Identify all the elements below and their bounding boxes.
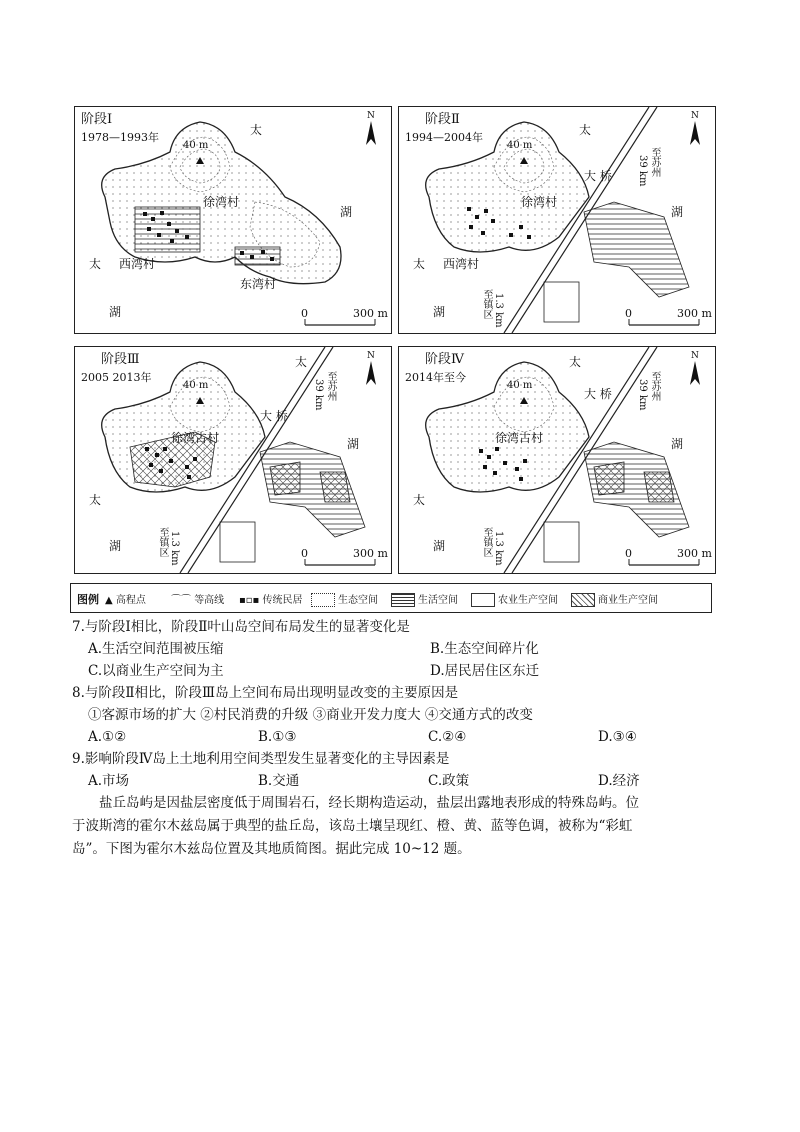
contour-icon: ⌒⌒: [171, 595, 191, 606]
crosshatch-swatch-icon: [571, 593, 595, 607]
direction-label: 至苏州: [649, 371, 660, 401]
direction-label: 至镇区: [481, 289, 492, 319]
legend-item-contour: ⌒⌒ 等高线: [171, 595, 225, 606]
north-label: N: [367, 351, 375, 361]
direction-label: 至苏州: [325, 371, 336, 401]
scale-distance: 300 m: [353, 547, 388, 560]
lake-label: 湖: [340, 205, 353, 219]
village-label: 西湾村: [443, 257, 480, 271]
elevation-label: 40 m: [507, 140, 533, 151]
lake-label: 湖: [347, 437, 360, 451]
legend-item-elevation: ▲ 高程点: [105, 595, 146, 606]
bridge-label: 大 桥: [584, 387, 612, 401]
lake-label: 太: [89, 257, 102, 271]
triangle-icon: ▲: [105, 595, 113, 606]
bridge-label: 大 桥: [260, 409, 288, 423]
year-range: 1994—2004年: [405, 131, 483, 144]
stage-label: 阶段Ⅳ: [425, 352, 464, 367]
question-8: 8.与阶段Ⅱ相比，阶段Ⅲ岛上空间布局出现明显改变的主要原因是: [72, 685, 459, 701]
distance-label: 1.3 km: [169, 531, 180, 566]
lake-label: 太: [89, 493, 102, 507]
commercial-space: [320, 472, 350, 502]
question-7: 7.与阶段Ⅰ相比，阶段Ⅱ叶山岛空间布局发生的显著变化是: [72, 619, 410, 635]
scale-zero: 0: [625, 307, 632, 320]
legend-item-agriculture: 农业生产空间: [471, 591, 558, 607]
lake-label: 湖: [671, 205, 684, 219]
north-label: N: [367, 111, 375, 121]
map-panel-stage-2: [398, 106, 716, 334]
agricultural-space: [220, 522, 255, 562]
north-arrow: [366, 121, 376, 145]
scale-distance: 300 m: [677, 307, 712, 320]
lake-label: 太: [579, 123, 592, 137]
lake-label: 太: [413, 493, 426, 507]
commercial-space: [644, 472, 674, 502]
dotted-swatch-icon: [311, 593, 335, 607]
lake-label: 湖: [109, 305, 122, 319]
legend-item-living: 生活空间: [391, 591, 458, 607]
map-panel-stage-1: [74, 106, 392, 334]
scale-distance: 300 m: [677, 547, 712, 560]
village-label: 徐湾古村: [495, 431, 544, 445]
commercial-space: [594, 462, 624, 495]
option-d[interactable]: D.居民居住区东迁: [430, 663, 540, 679]
north-arrow: [690, 121, 700, 145]
village-label: 徐湾古村: [171, 431, 220, 445]
direction-label: 至苏州: [649, 147, 660, 177]
legend-item-commercial: 商业生产空间: [571, 591, 658, 607]
distance-label: 39 km: [637, 379, 648, 411]
lake-label: 湖: [433, 539, 446, 553]
lake-label: 太: [250, 123, 263, 137]
option-c[interactable]: C.②④: [428, 729, 467, 745]
stage-label: 阶段Ⅲ: [101, 352, 140, 367]
option-a[interactable]: A.①②: [88, 729, 127, 745]
scale-zero: 0: [301, 307, 308, 320]
distance-label: 1.3 km: [493, 293, 504, 328]
year-range: 2005 2013年: [81, 371, 152, 384]
elevation-label: 40 m: [507, 380, 533, 391]
bridge-label: 大 桥: [584, 169, 612, 183]
legend-title: 图例: [77, 593, 99, 606]
legend-item-houses: ▪▫▪ 传统民居: [239, 595, 303, 606]
scale-distance: 300 m: [353, 307, 388, 320]
stage-label: 阶段Ⅰ: [81, 112, 113, 127]
passage-line: 岛”。下图为霍尔木兹岛位置及其地质简图。据此完成 10~12 题。: [72, 841, 471, 857]
houses-icon: ▪▫▪: [239, 595, 260, 606]
lake-label: 湖: [109, 539, 122, 553]
lake-label: 太: [295, 355, 308, 369]
village-label: 徐湾村: [203, 195, 240, 209]
map-panel-stage-3: [74, 346, 392, 574]
elevation-label: 40 m: [183, 140, 209, 151]
blank-swatch-icon: [471, 593, 495, 607]
option-a[interactable]: A.市场: [88, 773, 130, 789]
agricultural-space: [544, 282, 579, 322]
stage-label: 阶段Ⅱ: [425, 112, 460, 127]
passage: [72, 792, 712, 861]
scale-zero: 0: [625, 547, 632, 560]
map-panel-stage-4: [398, 346, 716, 574]
distance-label: 39 km: [313, 379, 324, 411]
map-legend: [70, 583, 712, 613]
option-d[interactable]: D.③④: [598, 729, 637, 745]
question-8-choices: ①客源市场的扩大 ②村民消费的升级 ③商业开发力度大 ④交通方式的改变: [88, 707, 533, 723]
living-space: [235, 247, 280, 265]
north-label: N: [691, 351, 699, 361]
option-b[interactable]: B.生态空间碎片化: [430, 641, 539, 657]
option-c[interactable]: C.以商业生产空间为主: [88, 663, 224, 679]
distance-label: 39 km: [637, 155, 648, 187]
scale-zero: 0: [301, 547, 308, 560]
lake-label: 太: [569, 355, 582, 369]
option-b[interactable]: B.交通: [258, 773, 300, 789]
distance-label: 1.3 km: [493, 531, 504, 566]
direction-label: 至镇区: [481, 527, 492, 557]
passage-line: 于波斯湾的霍尔木兹岛属于典型的盐丘岛，该岛土壤呈现红、橙、黄、蓝等色调，被称为“彩虹: [72, 818, 633, 834]
village-label: 徐湾村: [521, 195, 558, 209]
agricultural-space: [544, 522, 579, 562]
north-arrow: [366, 361, 376, 385]
elevation-label: 40 m: [183, 380, 209, 391]
year-range: 1978—1993年: [81, 131, 159, 144]
direction-label: 至镇区: [157, 527, 168, 557]
lake-label: 太: [413, 257, 426, 271]
legend-item-ecology: 生态空间: [311, 591, 378, 607]
option-b[interactable]: B.①③: [258, 729, 297, 745]
option-c[interactable]: C.政策: [428, 773, 470, 789]
village-label: 西湾村: [119, 257, 156, 271]
north-label: N: [691, 111, 699, 121]
lake-label: 湖: [433, 305, 446, 319]
year-range: 2014年至今: [405, 371, 466, 384]
north-arrow: [690, 361, 700, 385]
question-9: 9.影响阶段Ⅳ岛上土地利用空间类型发生显著变化的主导因素是: [72, 751, 450, 767]
commercial-space: [270, 462, 300, 495]
striped-swatch-icon: [391, 593, 415, 607]
option-a[interactable]: A.生活空间范围被压缩: [88, 641, 224, 657]
village-label: 东湾村: [240, 277, 277, 291]
passage-line: 盐丘岛屿是因盐层密度低于周围岩石，经长期构造运动，盐层出露地表形成的特殊岛屿。位: [99, 795, 639, 811]
option-d[interactable]: D.经济: [598, 773, 640, 789]
lake-label: 湖: [671, 437, 684, 451]
